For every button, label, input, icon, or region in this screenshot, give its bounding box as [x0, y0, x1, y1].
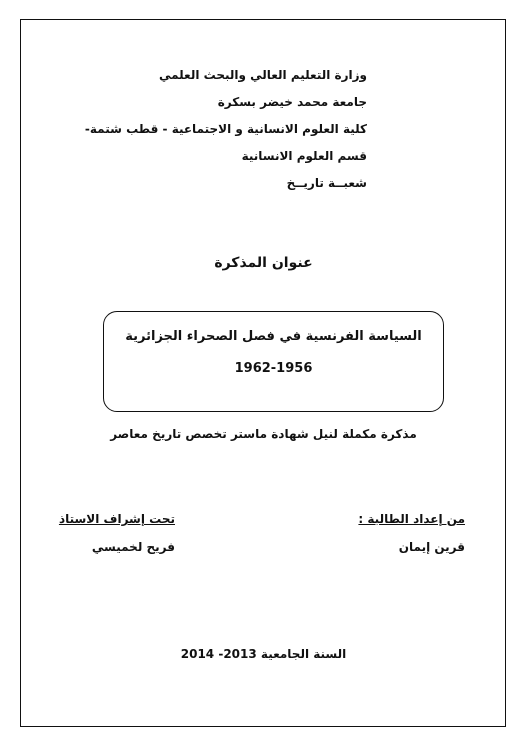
thesis-title-box	[103, 311, 444, 412]
thesis-subtitle: مذكرة مكملة لنيل شهادة ماستر تخصص تاريخ معاصر	[110, 427, 417, 441]
thesis-years: 1962-1956	[234, 361, 313, 376]
university-name: جامعة محمد خيضر بسكرة	[217, 95, 367, 109]
student-label: من إعداد الطالبة :	[358, 512, 465, 526]
thesis-heading: عنوان المذكرة	[214, 255, 313, 271]
faculty-name: كلية العلوم الانسانية و الاجتماعية - قطب شتمة-	[84, 122, 367, 136]
supervisor-label: تحت إشراف الاستاذ	[58, 512, 175, 526]
academic-year: السنة الجامعية 2013- 2014	[180, 647, 347, 661]
institution-header	[84, 62, 367, 197]
department-name: قسم العلوم الانسانية	[241, 149, 367, 163]
student-name: قرين إيمان	[398, 540, 465, 554]
ministry-name: وزارة التعليم العالي والبحث العلمي	[158, 68, 367, 82]
branch-name: شعبــة تاريــخ	[286, 176, 367, 190]
supervisor-name: فريح لخميسي	[91, 540, 175, 554]
thesis-title: السياسة الفرنسية في فصل الصحراء الجزائرية	[125, 329, 422, 344]
